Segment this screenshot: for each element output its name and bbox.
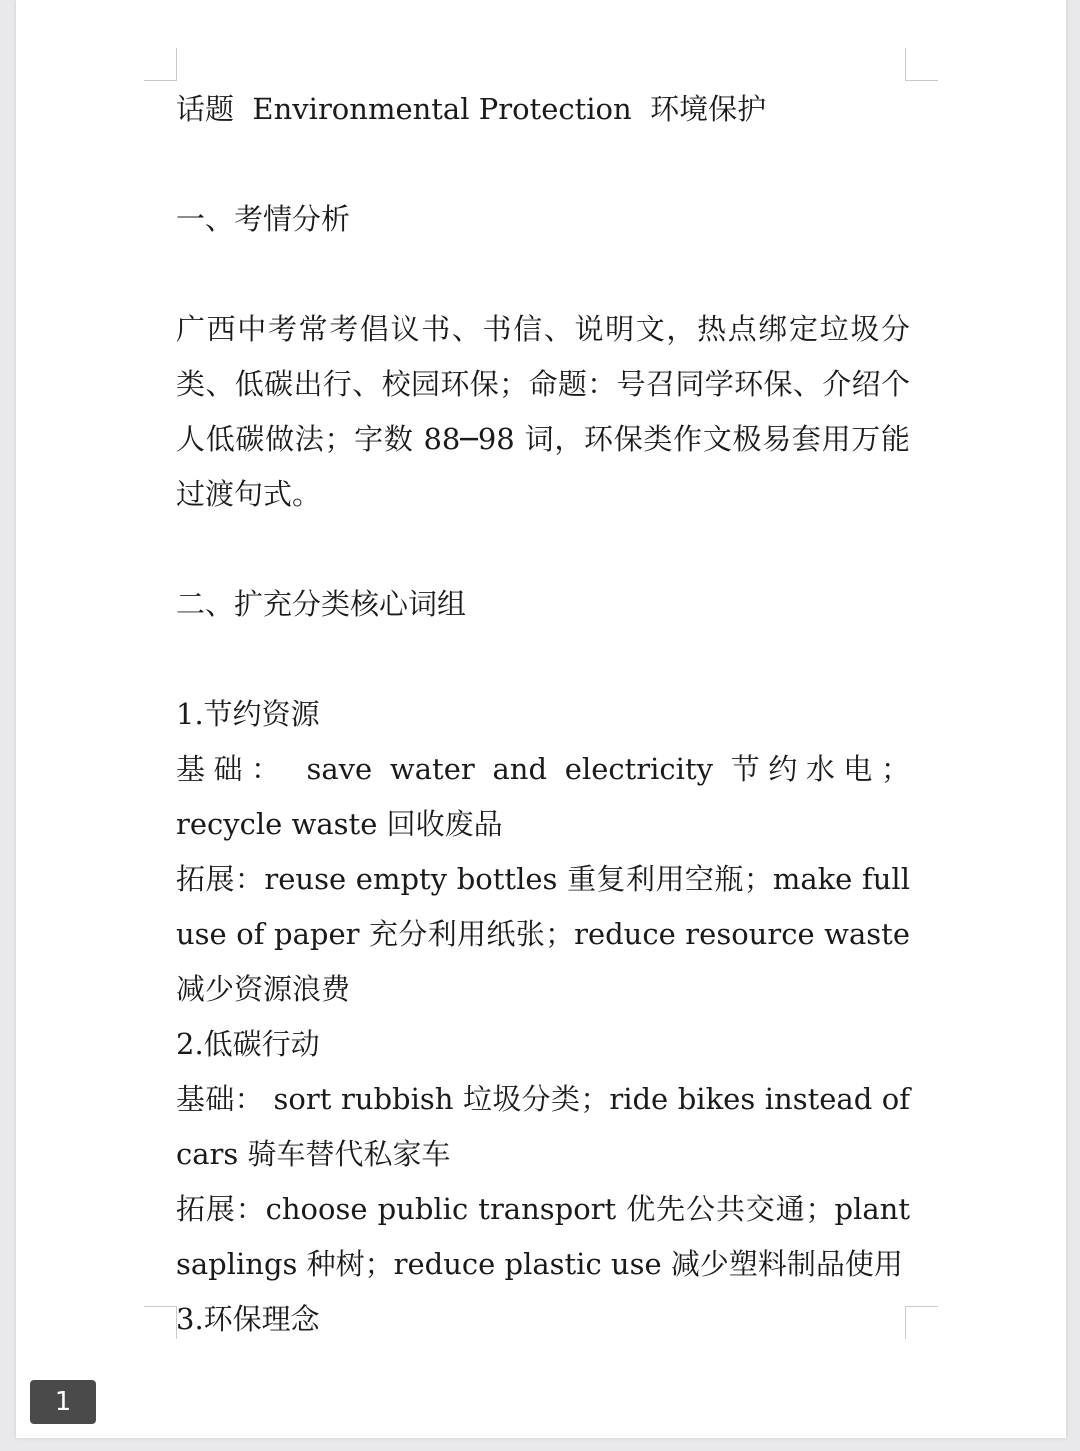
group-title-eco-concepts: 3.环保理念	[176, 1302, 320, 1336]
document-page	[16, 0, 1066, 1438]
margin-mark-bottom-left	[144, 1306, 177, 1339]
group-extended-save-resources: 拓展：reuse empty bottles 重复利用空瓶；make full use of paper 充分利用纸张；reduce resource waste 减少资源浪费	[176, 862, 910, 1006]
document-title: 话题 Environmental Protection 环境保护	[176, 92, 767, 126]
exam-analysis-paragraph: 广西中考常考倡议书、书信、说明文，热点绑定垃圾分类、低碳出行、校园环保；命题：号召同学环保、介绍个人低碳做法；字数 88─98 词，环保类作文极易套用万能过渡句式。	[176, 312, 910, 511]
page-number-badge[interactable]: 1	[30, 1380, 96, 1424]
group-basic-low-carbon: 基础： sort rubbish 垃圾分类；ride bikes instead of cars 骑车替代私家车	[176, 1082, 910, 1171]
group-title-low-carbon: 2.低碳行动	[176, 1027, 320, 1061]
margin-mark-top-left	[144, 48, 177, 81]
margin-mark-top-right	[905, 48, 938, 81]
document-body	[176, 82, 910, 1347]
group-basic-save-resources: 基础： save water and electricity 节约水电；recycle waste 回收废品	[176, 752, 910, 841]
group-extended-low-carbon: 拓展：choose public transport 优先公共交通；plant saplings 种树；reduce plastic use 减少塑料制品使用	[176, 1192, 910, 1281]
group-title-save-resources: 1.节约资源	[176, 697, 320, 731]
section-heading-core-phrases: 二、扩充分类核心词组	[176, 587, 467, 621]
section-heading-exam-analysis: 一、考情分析	[176, 202, 351, 236]
